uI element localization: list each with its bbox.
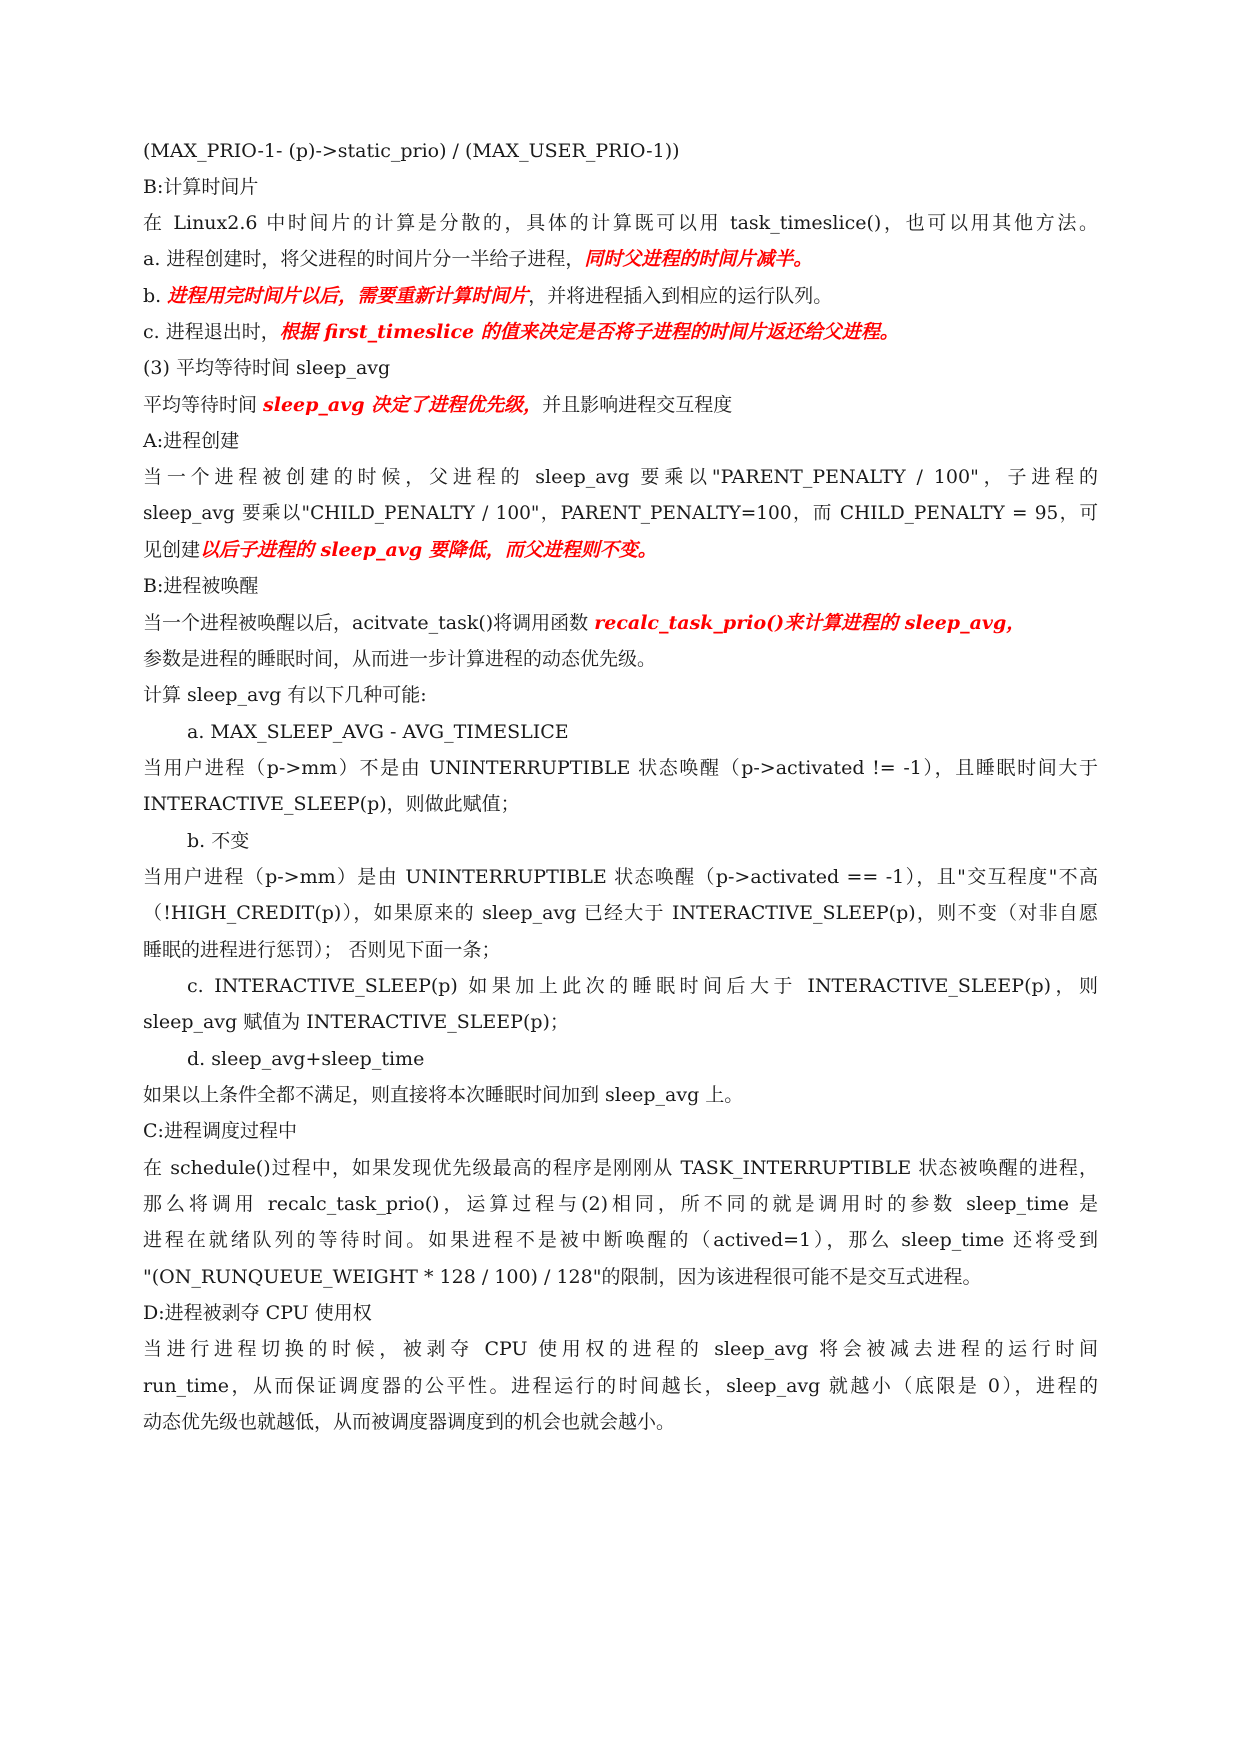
paragraph-line: 当用户进程（p->mm）不是由 UNINTERRUPTIBLE 状态唤醒（p->activated != -1），且睡眠时间大于 <box>143 757 1098 779</box>
emphasis-text: sleep_avg 决定了进程优先级， <box>263 394 543 416</box>
paragraph-line: 在 schedule()过程中，如果发现优先级最高的程序是刚刚从 TASK_INTERRUPTIBLE 状态被唤醒的进程， <box>143 1157 1098 1179</box>
emphasis-text: 同时父进程的时间片减半。 <box>584 248 813 270</box>
paragraph-line: 睡眠的进程进行惩罚）； 否则见下面一条； <box>143 939 501 961</box>
paragraph-line: "(ON_RUNQUEUE_WEIGHT * 128 / 100) / 128"的限制，因为该进程很可能不是交互式进程。 <box>143 1266 982 1288</box>
list-item: d. sleep_avg+sleep_time <box>187 1048 425 1070</box>
list-item: a. 进程创建时，将父进程的时间片分一半给子进程，同时父进程的时间片减半。 <box>143 248 813 270</box>
section-heading: C:进程调度过程中 <box>143 1120 297 1142</box>
paragraph-line: 计算 sleep_avg 有以下几种可能: <box>143 684 427 706</box>
paragraph-line: 当一个进程被唤醒以后，acitvate_task()将调用函数 recalc_task_prio()来计算进程的 sleep_avg， <box>143 612 1026 634</box>
formula-line: (MAX_PRIO-1- (p)->static_prio) / (MAX_USER_PRIO-1)) <box>143 140 680 162</box>
emphasis-text: 进程用完时间片以后，需要重新计算时间片 <box>167 285 529 307</box>
emphasis-text: 以后子进程的 sleep_avg 要降低，而父进程则不变。 <box>200 539 657 561</box>
list-item: c. INTERACTIVE_SLEEP(p) 如果加上此次的睡眠时间后大于 INTERACTIVE_SLEEP(p)，则 <box>187 975 1098 997</box>
list-item: a. MAX_SLEEP_AVG - AVG_TIMESLICE <box>187 721 569 743</box>
paragraph-line: 那么将调用 recalc_task_prio()，运算过程与(2)相同，所不同的就是调用时的参数 sleep_time 是 <box>143 1193 1098 1215</box>
paragraph-line: 平均等待时间 sleep_avg 决定了进程优先级，并且影响进程交互程度 <box>143 394 733 416</box>
paragraph-line: 参数是进程的睡眠时间，从而进一步计算进程的动态优先级。 <box>143 648 657 670</box>
paragraph-line: 当用户进程（p->mm）是由 UNINTERRUPTIBLE 状态唤醒（p->activated == -1），且"交互程度"不高 <box>143 866 1098 888</box>
paragraph-line: sleep_avg 要乘以"CHILD_PENALTY / 100"，PARENT_PENALTY=100，而 CHILD_PENALTY = 95，可 <box>143 503 1098 524</box>
section-heading: B:进程被唤醒 <box>143 575 259 597</box>
section-heading: A:进程创建 <box>143 430 240 452</box>
list-item: b. 进程用完时间片以后，需要重新计算时间片，并将进程插入到相应的运行队列。 <box>143 285 833 307</box>
paragraph-line: 在 Linux2.6 中时间片的计算是分散的，具体的计算既可以用 task_timeslice()，也可以用其他方法。 <box>143 212 1098 234</box>
paragraph-line: run_time，从而保证调度器的公平性。进程运行的时间越长，sleep_avg 就越小（底限是 0），进程的 <box>143 1375 1098 1397</box>
section-heading: (3) 平均等待时间 sleep_avg <box>143 357 391 379</box>
paragraph-line: 见创建以后子进程的 sleep_avg 要降低，而父进程则不变。 <box>143 539 657 561</box>
section-heading: B:计算时间片 <box>143 176 259 198</box>
paragraph-line: INTERACTIVE_SLEEP(p)，则做此赋值； <box>143 793 520 815</box>
paragraph-line: 当一个进程被创建的时候，父进程的 sleep_avg 要乘以"PARENT_PENALTY / 100"，子进程的 <box>143 466 1098 488</box>
paragraph-line: 当进行进程切换的时候，被剥夺 CPU 使用权的进程的 sleep_avg 将会被减去进程的运行时间 <box>143 1338 1098 1360</box>
paragraph-line: 如果以上条件全都不满足，则直接将本次睡眠时间加到 sleep_avg 上。 <box>143 1084 744 1106</box>
emphasis-text: 根据 first_timeslice 的值来决定是否将子进程的时间片返还给父进程。 <box>279 321 899 343</box>
paragraph-line: 进程在就绪队列的等待时间。如果进程不是被中断唤醒的（actived=1），那么 sleep_time 还将受到 <box>143 1229 1098 1251</box>
paragraph-line: 动态优先级也就越低，从而被调度器调度到的机会也就会越小。 <box>143 1411 676 1433</box>
emphasis-text: recalc_task_prio()来计算进程的 sleep_avg， <box>594 612 1026 634</box>
paragraph-line: sleep_avg 赋值为 INTERACTIVE_SLEEP(p)； <box>143 1011 569 1033</box>
paragraph-line: （!HIGH_CREDIT(p)），如果原来的 sleep_avg 已经大于 INTERACTIVE_SLEEP(p)，则不变（对非自愿 <box>143 902 1098 924</box>
list-item: c. 进程退出时，根据 first_timeslice 的值来决定是否将子进程的时间片返还给父进程。 <box>143 321 899 343</box>
section-heading: D:进程被剥夺 CPU 使用权 <box>143 1302 372 1324</box>
list-item: b. 不变 <box>187 830 250 852</box>
